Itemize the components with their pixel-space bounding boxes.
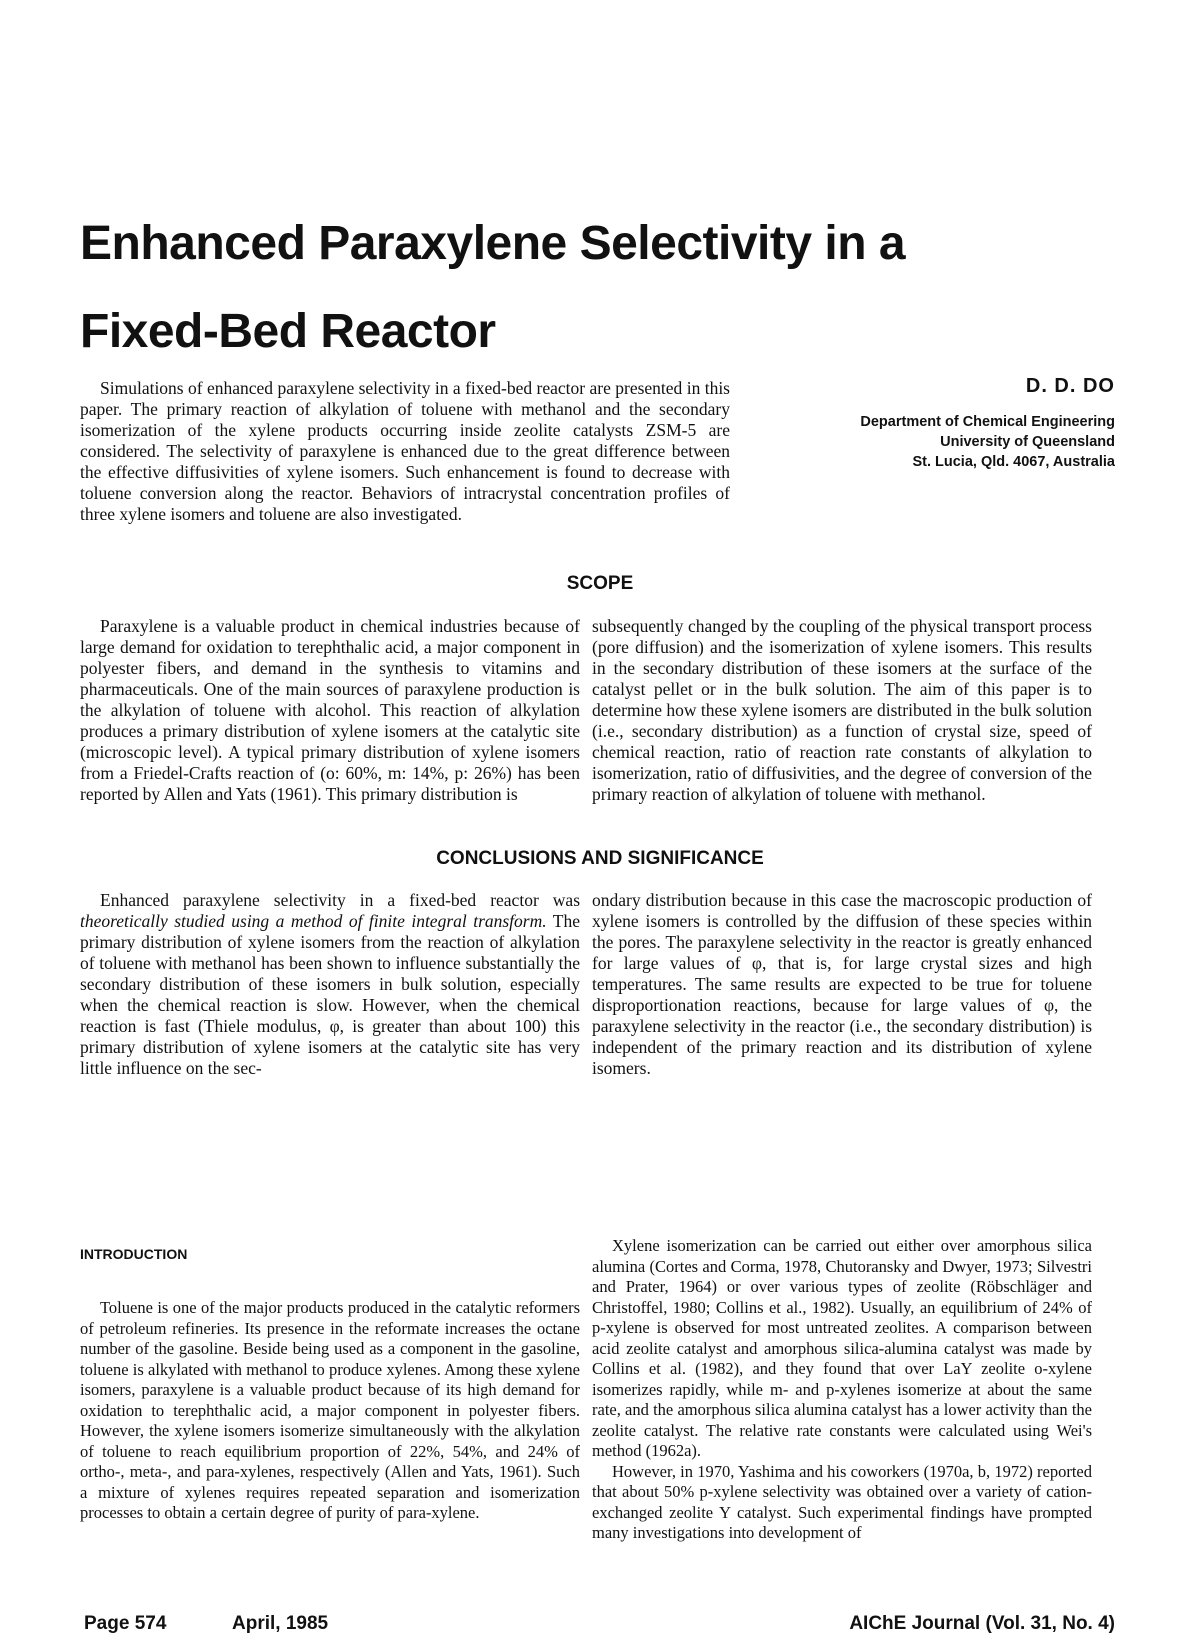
conclusions-left-italic: theoretically studied using a method of finite integral transform. xyxy=(80,911,547,931)
conclusions-left-text xyxy=(80,890,580,1079)
introduction-heading: INTRODUCTION xyxy=(80,1246,188,1262)
issue-date: April, 1985 xyxy=(232,1613,329,1634)
conclusions-right-text: ondary distribution because in this case the macroscopic production of xylene isomers is controlled by the diffusion of these species within the pores. The paraxylene selectivity in the reactor is greatly enhanced for large values of φ, that is, for large crystal sizes and high temperatures. The same results are expected to be true for toluene disproportionation reactions, because for large values of φ, the paraxylene selectivity in the reactor (i.e., the secondary distribution) is independent of the primary reaction and its distribution of xylene isomers. xyxy=(592,890,1092,1078)
introduction-right-column xyxy=(592,1236,1092,1544)
title-line-1: Enhanced Paraxylene Selectivity in a xyxy=(80,217,906,270)
conclusions-left-column xyxy=(80,890,580,1079)
page-number: Page 574 xyxy=(84,1613,167,1634)
introduction-right-para-1: Xylene isomerization can be carried out either over amorphous silica alumina (Cortes and Corma, 1978, Chutoransky and Dwyer, 1973; Silvestri and Prater, 1964) or over various types of zeolite (Röbschläger and Christoffel, 1980; Collins et al., 1982). Usually, an equilibrium of 24% of p-xylene is observed for most untreated zeolites. A comparison between acid zeolite catalyst and amorphous silica-alumina catalyst was made by Collins et al. (1982), and they found that over LaY zeolite o-xylene isomerizes rapidly, while m- and p-xylenes isomerize at about the same rate, and the amorphous silica alumina catalyst has a lower activity than the zeolite catalyst. The relative rate constants were calculated using Wei's method (1962a). xyxy=(592,1236,1092,1460)
conclusions-left-post: The primary distribution of xylene isomers from the reaction of alkylation of toluene with methanol has been shown to influence substantially the secondary distribution of these isomers in bulk solution, especially when the chemical reaction is slow. However, when the chemical reaction is fast (Thiele modulus, φ, is greater than about 100) this primary distribution of xylene isomers at the catalytic site has very little influence on the sec- xyxy=(80,911,580,1078)
scope-heading: SCOPE xyxy=(566,573,634,594)
introduction-right-para-2: However, in 1970, Yashima and his coworkers (1970a, b, 1972) reported that about 50% p-xylene selectivity was obtained over a variety of cation-exchanged zeolite Y catalyst. Such experimental findings have prompted many investigations into development of xyxy=(592,1461,1092,1542)
introduction-left-column xyxy=(80,1298,580,1524)
affiliation-line-1: Department of Chemical Engineering xyxy=(860,414,1115,430)
affiliation-line-3: St. Lucia, Qld. 4067, Australia xyxy=(912,454,1115,470)
conclusions-left-pre: Enhanced paraxylene selectivity in a fixed-bed reactor was xyxy=(100,890,580,910)
conclusions-right-column xyxy=(592,890,1092,1079)
introduction-left-text: Toluene is one of the major products produced in the catalytic reformers of petroleum refineries. Its presence in the reformate increases the octane number of the gasoline. Beside being used as a component in the gasoline, toluene is alkylated with methanol to produce xylenes. Among these xylene isomers, paraxylene is a valuable product because of its high demand for oxidation to terephthalic acid, a major component in polyester fibers. However, the xylene isomers isomerize simultaneously with the alkylation of toluene to reach equilibrium proportion of 22%, 54%, and 24% of ortho-, meta-, and para-xylenes, respectively (Allen and Yats, 1961). Such a mixture of xylenes requires repeated separation and isomerization processes to obtain a certain degree of purity of para-xylene. xyxy=(80,1298,580,1522)
conclusions-heading: CONCLUSIONS AND SIGNIFICANCE xyxy=(436,848,764,869)
scope-left-column xyxy=(80,616,580,805)
journal-citation: AIChE Journal (Vol. 31, No. 4) xyxy=(849,1613,1115,1634)
scope-right-text: subsequently changed by the coupling of the physical transport process (pore diffusion) and the isomerization of xylene isomers. This results in the secondary distribution of these isomers at the surface of the catalyst pellet or in the bulk solution. The aim of this paper is to determine how these xylene isomers are distributed in the bulk solution (i.e., secondary distribution) as a function of crystal size, speed of chemical reaction, ratio of reaction rate constants of alkylation to isomerization, ratio of diffusivities, and the degree of conversion of the primary reaction of alkylation of toluene with methanol. xyxy=(592,616,1092,804)
author-name: D. D. DO xyxy=(1025,375,1115,397)
abstract: Simulations of enhanced paraxylene selectivity in a fixed-bed reactor are presented in this paper. The primary reaction of alkylation of toluene with methanol and the secondary isomerization of the xylene products occurring inside zeolite catalysts ZSM-5 are considered. The selectivity of paraxylene is enhanced due to the great difference between the effective diffusivities of xylene isomers. Such enhancement is found to decrease with toluene conversion along the reactor. Behaviors of intracrystal concentration profiles of three xylene isomers and toluene are also investigated. xyxy=(80,378,730,524)
affiliation-line-2: University of Queensland xyxy=(940,434,1115,450)
scope-left-text: Paraxylene is a valuable product in chemical industries because of large demand for oxidation to terephthalic acid, a major component in polyester fibers, and demand in the synthesis to vitamins and pharmaceuticals. One of the main sources of paraxylene production is the alkylation of toluene with alcohol. This reaction of alkylation produces a primary distribution of xylene isomers at the catalytic site (microscopic level). A typical primary distribution of xylene isomers from a Friedel-Crafts reaction of (o: 60%, m: 14%, p: 26%) has been reported by Allen and Yats (1961). This primary distribution is xyxy=(80,616,580,804)
author-block xyxy=(775,375,1115,472)
scope-right-column xyxy=(592,616,1092,805)
paper-title xyxy=(80,200,1080,376)
title-line-2: Fixed-Bed Reactor xyxy=(80,305,496,358)
